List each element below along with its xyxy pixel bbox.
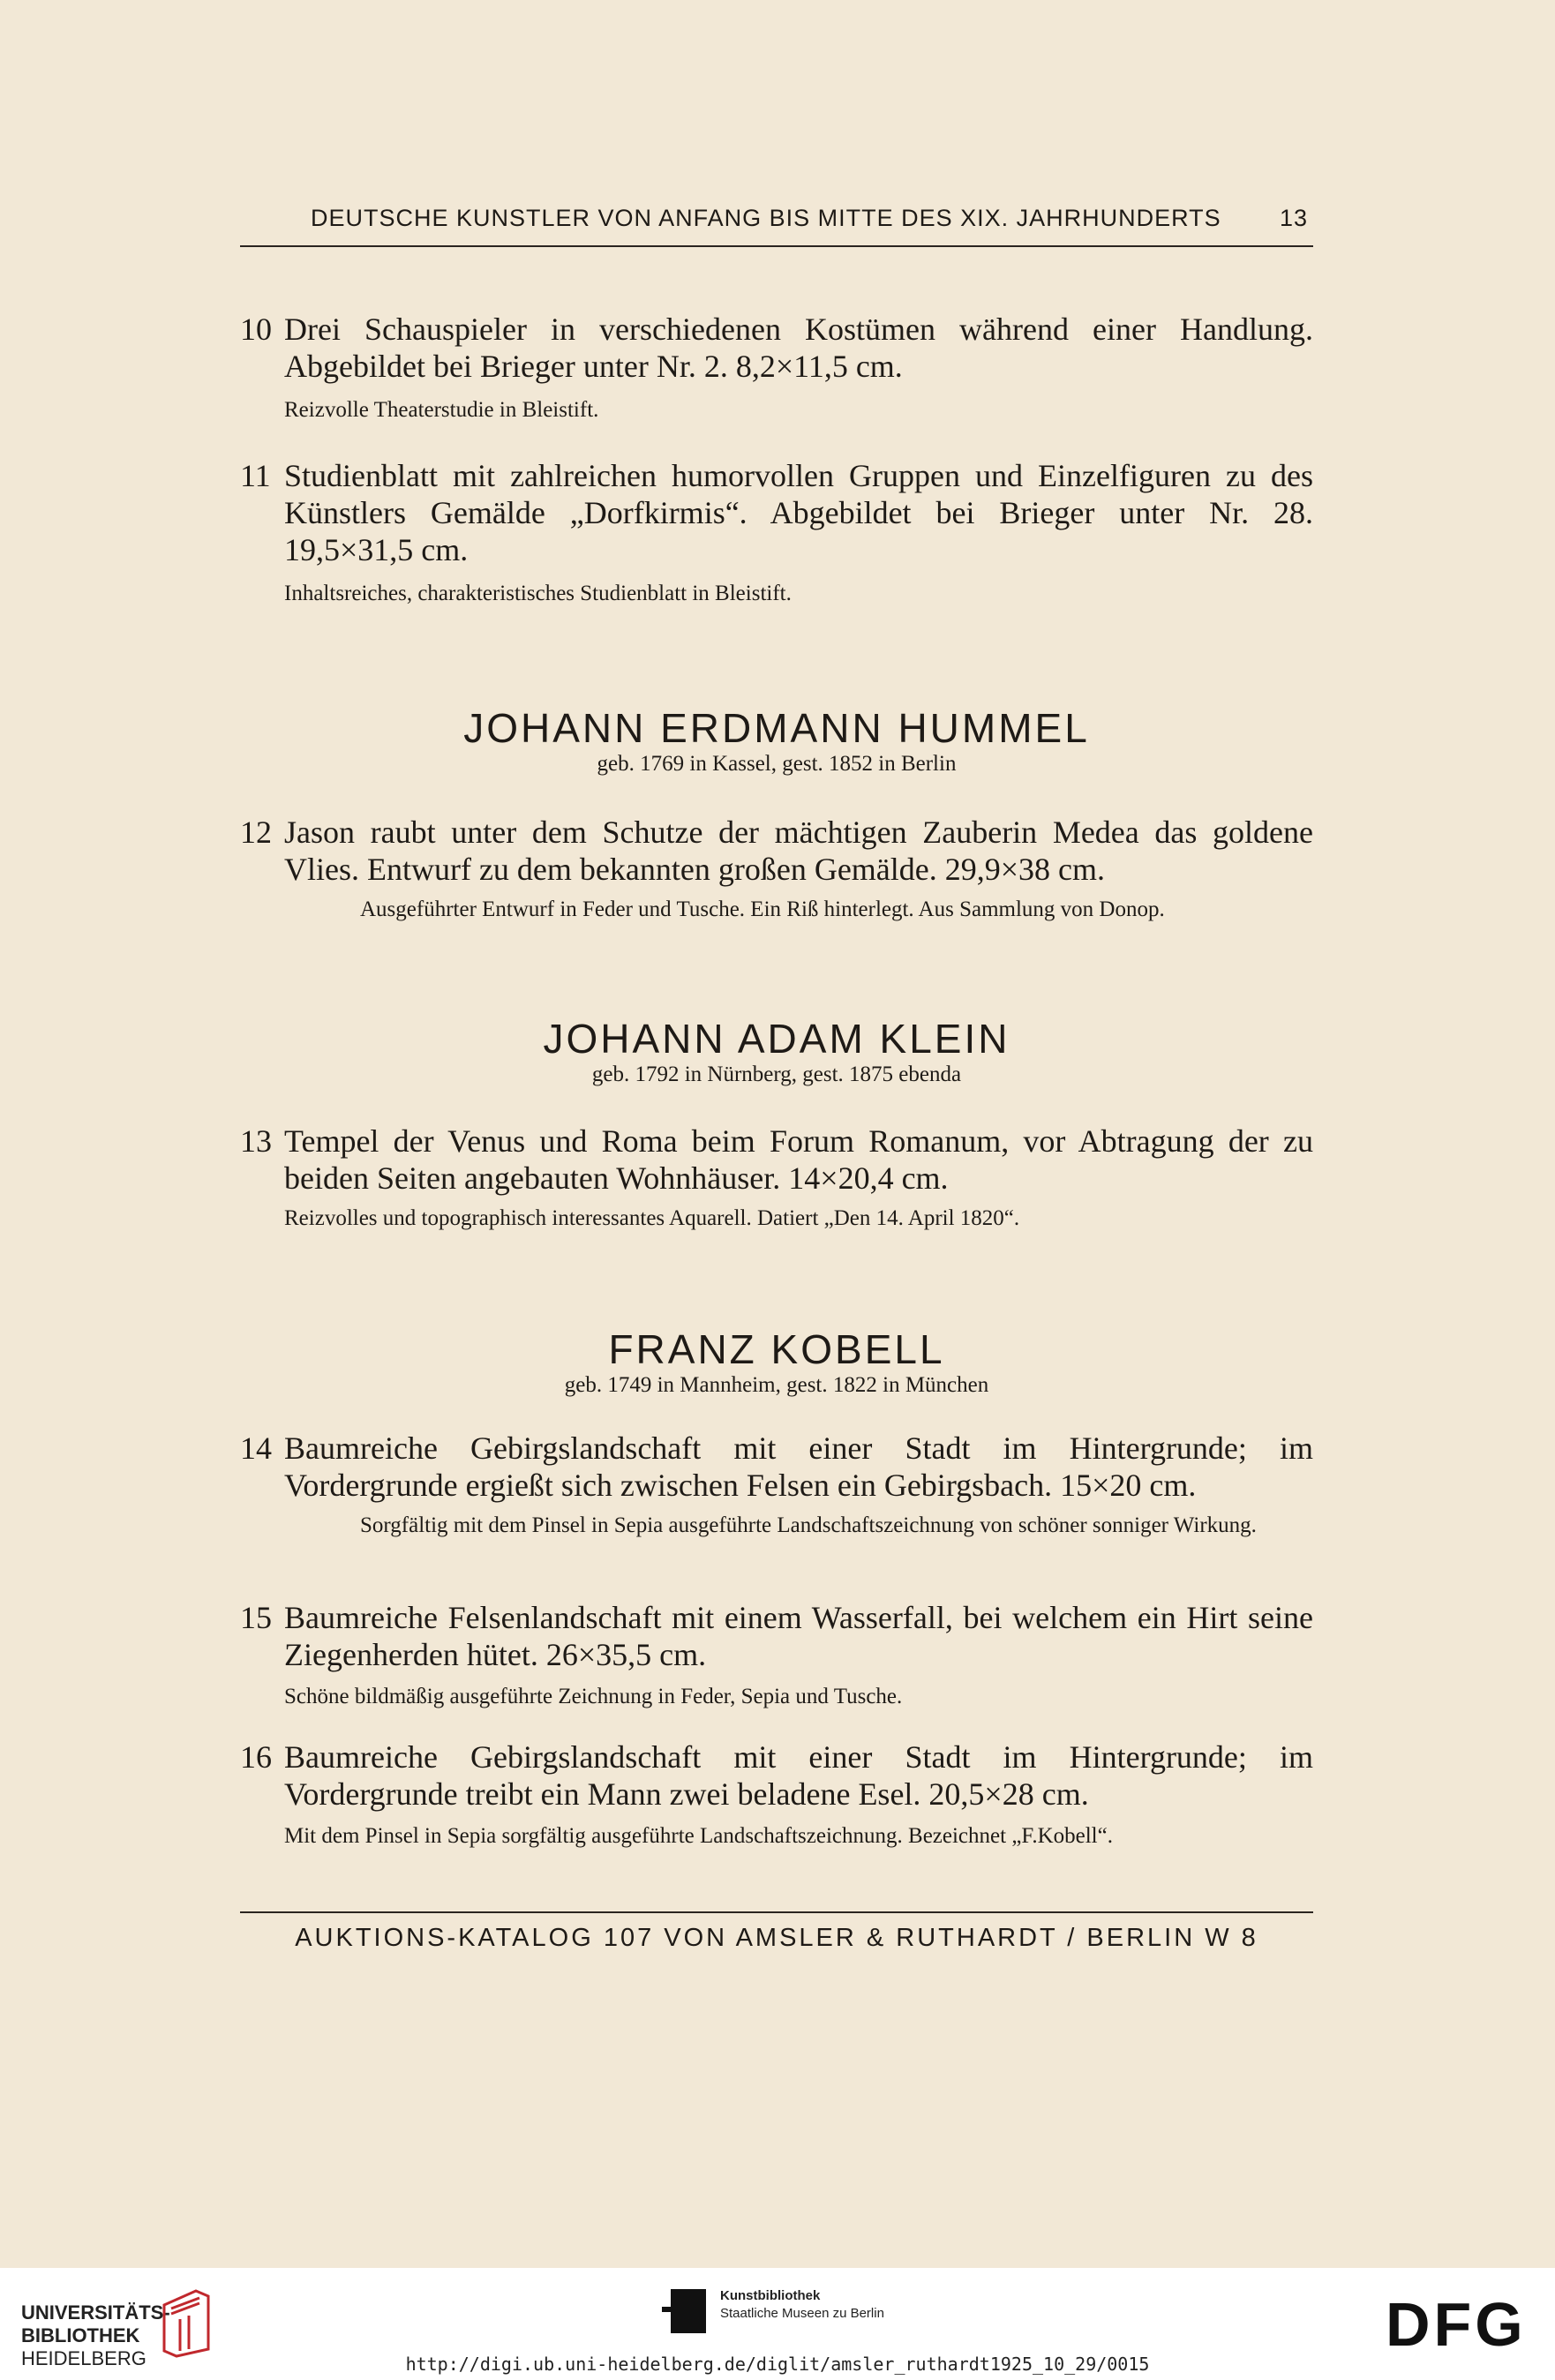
entry-note: Inhaltsreiches, charakteristisches Studienblatt in Bleistift. — [284, 582, 792, 605]
entry-number: 10 — [240, 312, 272, 347]
artist-dates: geb. 1749 in Mannheim, gest. 1822 in München — [564, 1373, 989, 1397]
ub-heidelberg-logo-icon — [161, 2287, 212, 2358]
entry-number: 14 — [240, 1430, 272, 1466]
kb-line1: Kunstbibliothek — [720, 2288, 821, 2303]
entry-number: 13 — [240, 1123, 272, 1159]
ub-line2: BIBLIOTHEK — [21, 2324, 140, 2346]
entry-text: Baumreiche Felsenlandschaft mit einem Wasserfall, bei welchem ein Hirt seine Ziegenherden hütet. 26×35,5 cm. — [284, 1600, 1313, 1672]
entry-text: Studienblatt mit zahlreichen humorvollen Gruppen und Einzelfiguren zu des Künstlers Gemälde „Dorfkirmis“. Abgebildet bei Brieger unter Nr. 28. 19,5×31,5 cm. — [284, 458, 1313, 567]
permalink-url[interactable]: http://digi.ub.uni-heidelberg.de/diglit/amsler_ruthardt1925_10_29/0015 — [405, 2354, 1150, 2375]
entry-text: Baumreiche Gebirgslandschaft mit einer Stadt im Hintergrunde; im Vordergrunde ergießt sich zwischen Felsen ein Gebirgsbach. 15×20 cm. — [284, 1430, 1313, 1503]
entry-text: Baumreiche Gebirgslandschaft mit einer Stadt im Hintergrunde; im Vordergrunde treibt ein Mann zwei beladene Esel. 20,5×28 cm. — [284, 1739, 1313, 1812]
footer-rule — [240, 1911, 1313, 1913]
catalog-entry — [240, 1430, 1313, 1504]
catalog-entry — [240, 1599, 1313, 1673]
entry-text: Tempel der Venus und Roma beim Forum Romanum, vor Abtragung der zu beiden Seiten angebauten Wohnhäuser. 14×20,4 cm. — [284, 1123, 1313, 1196]
kunstbibliothek-logo-icon — [660, 2286, 708, 2335]
page-number: 13 — [1279, 205, 1308, 231]
catalog-entry — [240, 457, 1313, 568]
entry-note: Ausgeführter Entwurf in Feder und Tusche. Ein Riß hinterlegt. Aus Sammlung von Donop. — [360, 897, 1165, 921]
catalog-entry — [240, 311, 1313, 385]
header-rule — [240, 245, 1313, 247]
artist-dates: geb. 1792 in Nürnberg, gest. 1875 ebenda — [591, 1062, 962, 1086]
entry-number: 16 — [240, 1739, 272, 1775]
kunstbibliothek-text — [720, 2287, 884, 2323]
entry-note: Reizvolle Theaterstudie in Bleistift. — [284, 398, 599, 422]
catalog-entry — [240, 1122, 1313, 1197]
entry-number: 12 — [240, 815, 272, 850]
artist-heading: JOHANN ERDMANN HUMMEL — [463, 705, 1090, 751]
catalog-footer: AUKTIONS-KATALOG 107 VON AMSLER & RUTHARDT / BERLIN W 8 — [295, 1924, 1258, 1952]
artist-heading: FRANZ KOBELL — [608, 1326, 945, 1372]
kb-line2: Staatliche Museen zu Berlin — [720, 2306, 884, 2321]
catalog-entry — [240, 1738, 1313, 1813]
entry-text: Drei Schauspieler in verschiedenen Kostümen während einer Handlung. Abgebildet bei Brieger unter Nr. 2. 8,2×11,5 cm. — [284, 312, 1313, 384]
entry-number: 15 — [240, 1600, 272, 1635]
entry-note: Sorgfältig mit dem Pinsel in Sepia ausgeführte Landschaftszeichnung von schöner sonniger Wirkung. — [360, 1513, 1257, 1537]
ub-line1: UNIVERSITÄTS- — [21, 2301, 170, 2324]
dfg-logo: DFG — [1386, 2290, 1527, 2359]
entry-note: Reizvolles und topographisch interessantes Aquarell. Datiert „Den 14. April 1820“. — [284, 1206, 1020, 1230]
entry-number: 11 — [240, 458, 271, 493]
artist-heading: JOHANN ADAM KLEIN — [543, 1016, 1010, 1062]
artist-dates: geb. 1769 in Kassel, gest. 1852 in Berlin — [597, 752, 957, 776]
running-head-title: DEUTSCHE KUNSTLER VON ANFANG BIS MITTE DES XIX. JAHRHUNDERTS — [311, 205, 1221, 231]
entry-text: Jason raubt unter dem Schutze der mächtigen Zauberin Medea das goldene Vlies. Entwurf zu dem bekannten großen Gemälde. 29,9×38 cm. — [284, 815, 1313, 887]
entry-note: Mit dem Pinsel in Sepia sorgfältig ausgeführte Landschaftszeichnung. Bezeichnet „F.Kobell“. — [284, 1824, 1113, 1848]
entry-note: Schöne bildmäßig ausgeführte Zeichnung in Feder, Sepia und Tusche. — [284, 1685, 903, 1708]
catalog-entry — [240, 814, 1313, 888]
ub-line3: HEIDELBERG — [21, 2347, 146, 2369]
